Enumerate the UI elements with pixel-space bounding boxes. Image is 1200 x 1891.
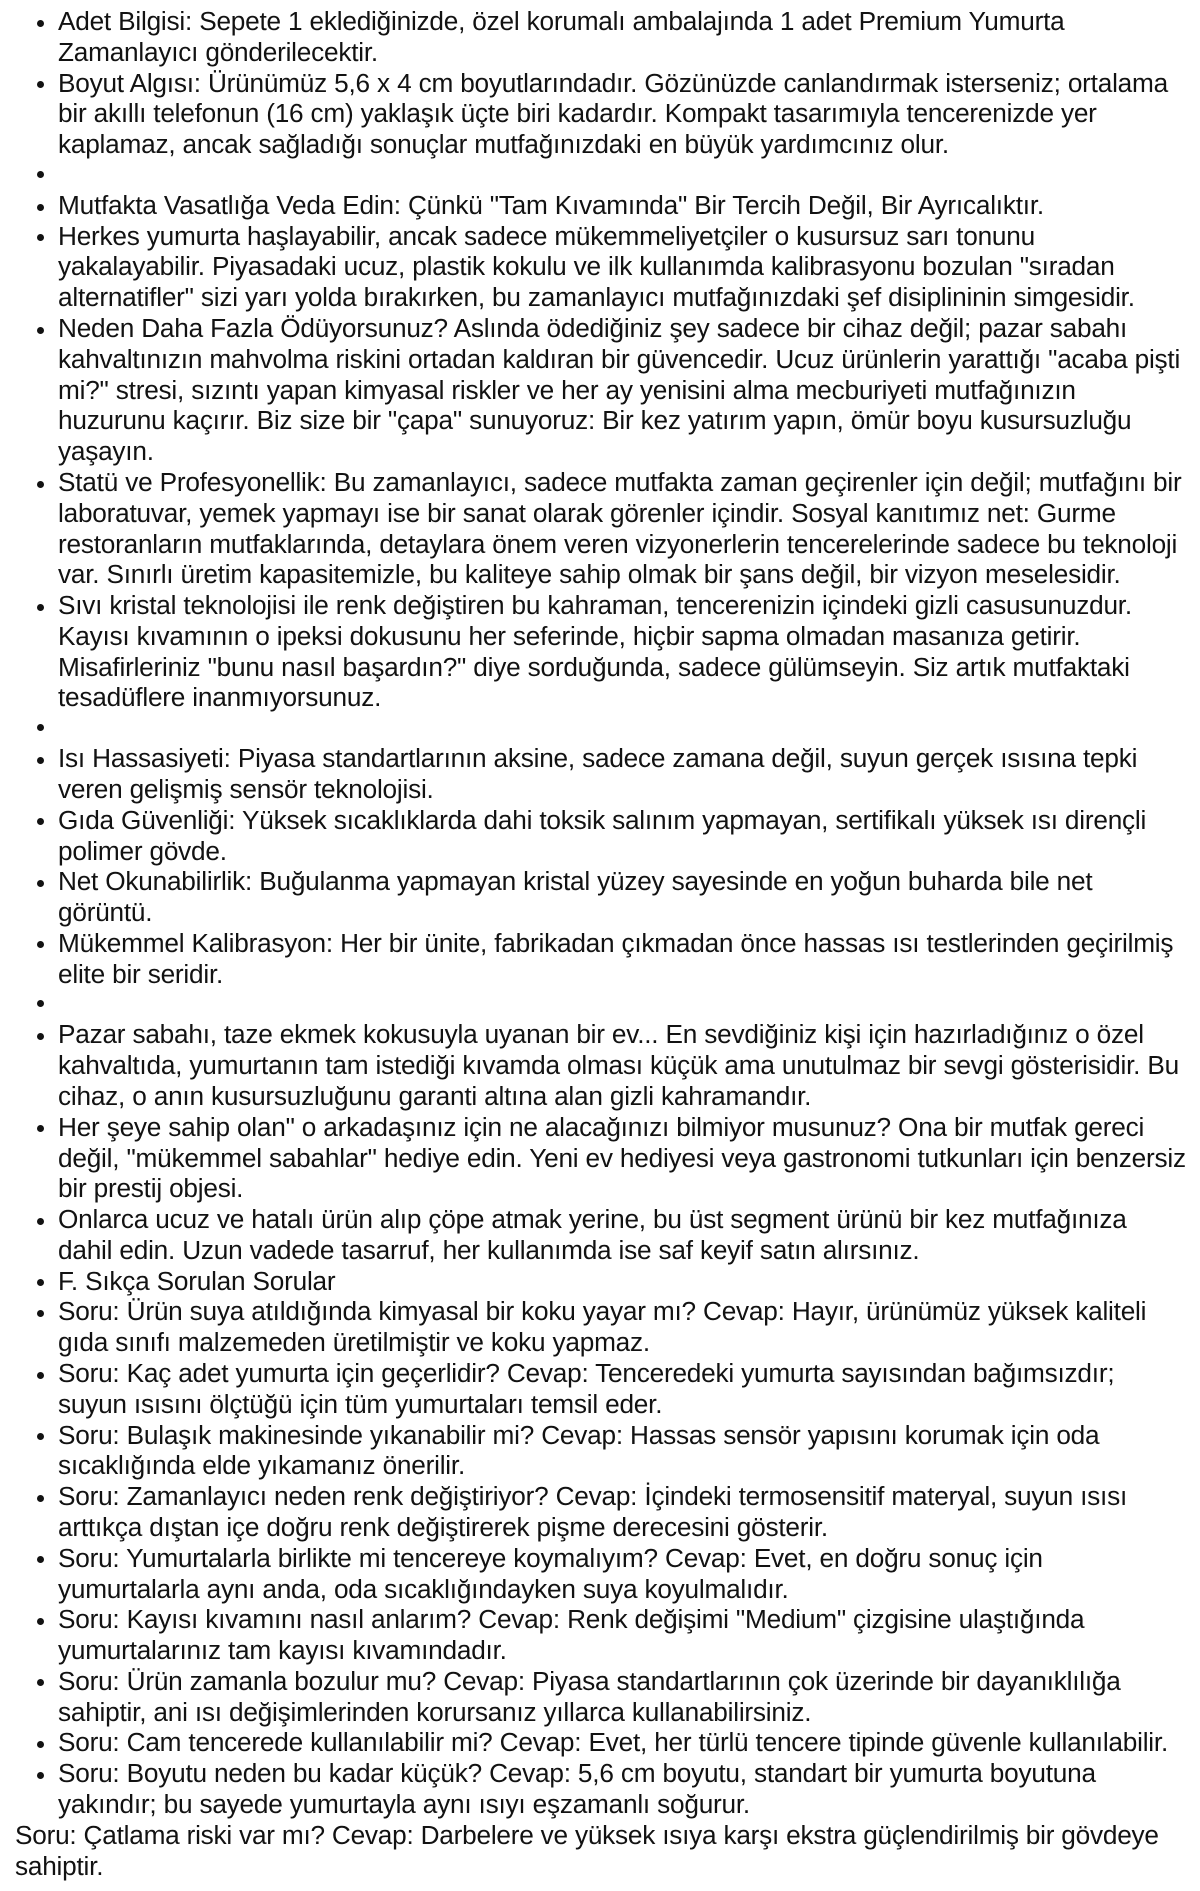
list-item: Onlarca ucuz ve hatalı ürün alıp çöpe atmak yerine, bu üst segment ürünü bir kez mutfağınıza dahil edin. Uzun vadede tasarruf, her kullanımda ise saf keyif satın alırsınız. [14, 1204, 1186, 1266]
list-item: Soru: Ürün suya atıldığında kimyasal bir koku yayar mı? Cevap: Hayır, ürünümüz yüksek kaliteli gıda sınıfı malzemeden üretilmiştir ve koku yapmaz. [14, 1296, 1186, 1358]
list-item: Net Okunabilirlik: Buğulanma yapmayan kristal yüzey sayesinde en yoğun buharda bile net görüntü. [14, 866, 1186, 928]
list-item: Herkes yumurta haşlayabilir, ancak sadece mükemmeliyetçiler o kusursuz sarı tonunu yakalayabilir. Piyasadaki ucuz, plastik kokulu ve ilk kullanımda kalibrasyonu bozulan "sıradan alternatifler" sizi yarı yolda bırakırken, bu zamanlayıcı mutfağınızdaki şef disiplininin simgesidir. [14, 221, 1186, 313]
list-item: Statü ve Profesyonellik: Bu zamanlayıcı, sadece mutfakta zaman geçirenler için değil; mutfağını bir laboratuvar, yemek yapmayı ise bir sanat olarak görenler içindir. Sosyal kanıtımız net: Gurme restoranların mutfaklarında, detaylara önem veren vizyonerlerin tencerelerinde sadece bu teknoloji var. Sınırlı üretim kapasitemizle, bu kaliteye sahip olmak bir şans değil, bir vizyon meselesidir. [14, 467, 1186, 590]
list-item: Her şeye sahip olan" o arkadaşınız için ne alacağınızı bilmiyor musunuz? Ona bir mutfak gereci değil, "mükemmel sabahlar" hediye edin. Yeni ev hediyesi veya gastronomi tutkunları için benzersiz bir prestij objesi. [14, 1112, 1186, 1204]
list-item: F. Sıkça Sorulan Sorular [14, 1266, 1186, 1297]
list-item: Soru: Zamanlayıcı neden renk değiştiriyor? Cevap: İçindeki termosensitif materyal, suyun ısısı arttıkça dıştan içe doğru renk değiştirerek pişme derecesini gösterir. [14, 1481, 1186, 1543]
list-item: Adet Bilgisi: Sepete 1 eklediğinizde, özel korumalı ambalajında 1 adet Premium Yumurta Zamanlayıcı gönderilecektir. [14, 6, 1186, 68]
list-item: Neden Daha Fazla Ödüyorsunuz? Aslında ödediğiniz şey sadece bir cihaz değil; pazar sabahı kahvaltınızın mahvolma riskini ortadan kaldıran bir güvencedir. Ucuz ürünlerin yarattığı "acaba pişti mi?" stresi, sızıntı yapan kimyasal riskler ve her ay yenisini alma mecburiyeti mutfağınızın huzurunu kaçırır. Biz size bir "çapa" sunuyoruz: Bir kez yatırım yapın, ömür boyu kusursuzluğu yaşayın. [14, 313, 1186, 467]
list-item: Soru: Bulaşık makinesinde yıkanabilir mi? Cevap: Hassas sensör yapısını korumak için oda sıcaklığında elde yıkamanız önerilir. [14, 1420, 1186, 1482]
list-item: Soru: Yumurtalarla birlikte mi tencereye koymalıyım? Cevap: Evet, en doğru sonuç için yumurtalarla aynı anda, oda sıcaklığındayken suya koyulmalıdır. [14, 1543, 1186, 1605]
list-item: Isı Hassasiyeti: Piyasa standartlarının aksine, sadece zamana değil, suyun gerçek ısısına tepki veren gelişmiş sensör teknolojisi. [14, 743, 1186, 805]
list-item-empty [14, 989, 1186, 1019]
product-description-list [14, 6, 1186, 1881]
list-item-empty [14, 160, 1186, 190]
list-item: Soru: Ürün zamanla bozulur mu? Cevap: Piyasa standartlarının çok üzerinde bir dayanıklılığa sahiptir, ani ısı değişimlerinden korursanız yıllarca kullanabilirsiniz. [14, 1666, 1186, 1728]
list-item: Soru: Kayısı kıvamını nasıl anlarım? Cevap: Renk değişimi "Medium" çizgisine ulaştığında yumurtalarınız tam kayısı kıvamındadır. [14, 1604, 1186, 1666]
list-item: Boyut Algısı: Ürünümüz 5,6 x 4 cm boyutlarındadır. Gözünüzde canlandırmak isterseniz; ortalama bir akıllı telefonun (16 cm) yaklaşık üçte biri kadardır. Kompakt tasarımıyla tencerenizde yer kaplamaz, ancak sağladığı sonuçlar mutfağınızdaki en büyük yardımcınız olur. [14, 68, 1186, 160]
list-item: Soru: Cam tencerede kullanılabilir mi? Cevap: Evet, her türlü tencere tipinde güvenle kullanılabilir. [14, 1727, 1186, 1758]
list-item-empty [14, 713, 1186, 743]
list-item: Mutfakta Vasatlığa Veda Edin: Çünkü "Tam Kıvamında" Bir Tercih Değil, Bir Ayrıcalıktır. [14, 190, 1186, 221]
paragraph: Soru: Çatlama riski var mı? Cevap: Darbelere ve yüksek ısıya karşı ekstra güçlendirilmiş bir gövdeye sahiptir. [15, 1819, 1159, 1881]
list-item: Gıda Güvenliği: Yüksek sıcaklıklarda dahi toksik salınım yapmayan, sertifikalı yüksek ısı dirençli polimer gövde. [14, 805, 1186, 867]
list-item: Soru: Kaç adet yumurta için geçerlidir? Cevap: Tenceredeki yumurta sayısından bağımsızdır; suyun ısısını ölçtüğü için tüm yumurtaları temsil eder. [14, 1358, 1186, 1420]
list-item: Sıvı kristal teknolojisi ile renk değiştiren bu kahraman, tencerenizin içindeki gizli casusunuzdur. Kayısı kıvamının o ipeksi dokusunu her seferinde, hiçbir sapma olmadan masanıza getirir. Misafirleriniz "bunu nasıl başardın?" diye sorduğunda, sadece gülümseyin. Siz artık mutfaktaki tesadüflere inanmıyorsunuz. [14, 590, 1186, 713]
list-item: Soru: Boyutu neden bu kadar küçük? Cevap: 5,6 cm boyutu, standart bir yumurta boyutuna yakındır; bu sayede yumurtayla aynı ısıyı eşzamanlı soğurur. [14, 1758, 1186, 1820]
list-item: Pazar sabahı, taze ekmek kokusuyla uyanan bir ev... En sevdiğiniz kişi için hazırladığınız o özel kahvaltıda, yumurtanın tam istediği kıvamda olması küçük ama unutulmaz bir sevgi gösterisidir. Bu cihaz, o anın kusursuzluğunu garanti altına alan gizli kahramandır. [14, 1019, 1186, 1111]
list-item: Mükemmel Kalibrasyon: Her bir ünite, fabrikadan çıkmadan önce hassas ısı testlerinden geçirilmiş elite bir seridir. [14, 928, 1186, 990]
